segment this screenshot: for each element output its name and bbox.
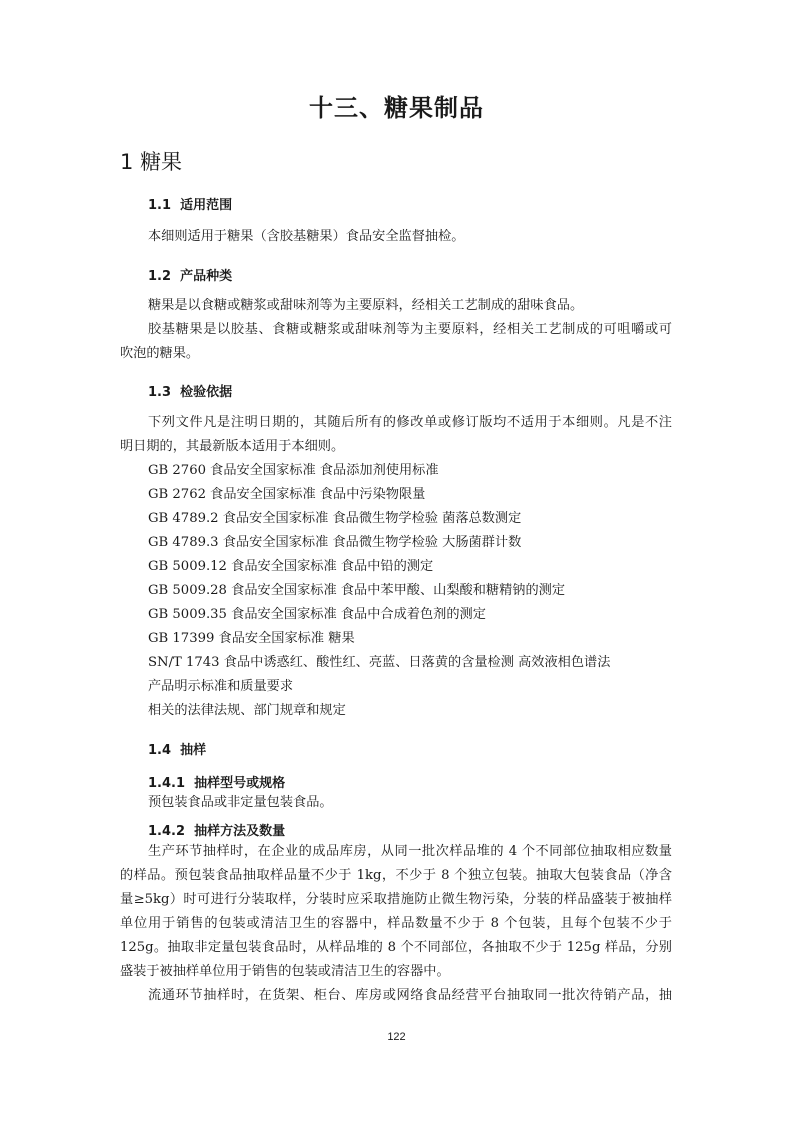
section-number: 1 <box>120 150 134 174</box>
reference-item: GB 4789.2 食品安全国家标准 食品微生物学检验 菌落总数测定 <box>148 511 522 526</box>
reference-item: GB 17399 食品安全国家标准 糖果 <box>148 631 355 646</box>
sample-spec-text: 预包装食品或非定量包装食品。 <box>148 795 333 810</box>
heading-number: 1.4.2 <box>148 824 186 839</box>
reference-item: GB 5009.28 食品安全国家标准 食品中苯甲酸、山梨酸和糖精钠的测定 <box>148 583 566 598</box>
reference-item: GB 2762 食品安全国家标准 食品中污染物限量 <box>148 487 426 502</box>
reference-item: 产品明示标准和质量要求 <box>148 679 294 694</box>
sampling-method-line: 的样品。预包装食品抽取样品量不少于 1kg，不少于 8 个独立包装。抽取大包装食品（净含 <box>120 868 672 883</box>
reference-item: GB 5009.12 食品安全国家标准 食品中铅的测定 <box>148 559 434 574</box>
heading-text: 检验依据 <box>180 385 233 400</box>
page-number: 122 <box>387 1031 406 1043</box>
heading-number: 1.4.1 <box>148 776 186 791</box>
heading-1-3 <box>148 381 232 400</box>
heading-text: 抽样 <box>180 743 207 758</box>
heading-text: 产品种类 <box>180 269 233 284</box>
reference-item: GB 2760 食品安全国家标准 食品添加剂使用标准 <box>148 463 439 478</box>
heading-number: 1.4 <box>148 743 172 758</box>
heading-1-4 <box>148 739 206 758</box>
sampling-method-line: 量≥5kg）时可进行分装取样，分装时应采取措施防止微生物污染，分装的样品盛装于被抽样 <box>120 892 672 907</box>
sampling-method-line: 单位用于销售的包装或清洁卫生的容器中，样品数量不少于 8 个包装，且每个包装不少于 <box>120 916 672 931</box>
basis-intro-line-1: 下列文件凡是注明日期的，其随后所有的修改单或修订版均不适用于本细则。凡是不注 <box>148 415 672 430</box>
heading-1-2 <box>148 265 232 284</box>
heading-number: 1.2 <box>148 269 172 284</box>
heading-1-4-1 <box>148 772 285 791</box>
reference-item: 相关的法律法规、部门规章和规定 <box>148 703 346 718</box>
sampling-method-line: 生产环节抽样时，在企业的成品库房，从同一批次样品堆的 4 个不同部位抽取相应数量 <box>148 844 672 859</box>
section-title <box>120 146 182 176</box>
heading-text: 抽样方法及数量 <box>194 824 286 839</box>
product-type-paragraph-1: 糖果是以食糖或糖浆或甜味剂等为主要原料，经相关工艺制成的甜味食品。 <box>148 298 584 313</box>
reference-item: GB 5009.35 食品安全国家标准 食品中合成着色剂的测定 <box>148 607 486 622</box>
product-type-paragraph-2-line-2: 吹泡的糖果。 <box>120 346 200 361</box>
heading-1-4-2 <box>148 820 285 839</box>
reference-item: SN/T 1743 食品中诱惑红、酸性红、亮蓝、日落黄的含量检测 高效液相色谱法 <box>148 655 611 670</box>
product-type-paragraph-2-line-1: 胶基糖果是以胶基、食糖或糖浆或甜味剂等为主要原料，经相关工艺制成的可咀嚼或可 <box>148 322 672 337</box>
heading-1-1 <box>148 194 232 213</box>
heading-number: 1.1 <box>148 198 172 213</box>
heading-text: 抽样型号或规格 <box>194 776 286 791</box>
basis-intro-line-2: 明日期的，其最新版本适用于本细则。 <box>120 439 345 454</box>
sampling-method-line: 流通环节抽样时，在货架、柜台、库房或网络食品经营平台抽取同一批次待销产品，抽 <box>148 988 672 1003</box>
heading-text: 适用范围 <box>180 198 233 213</box>
chapter-title: 十三、糖果制品 <box>309 94 484 122</box>
section-name: 糖果 <box>140 150 183 174</box>
scope-text: 本细则适用于糖果（含胶基糖果）食品安全监督抽检。 <box>148 229 465 244</box>
heading-number: 1.3 <box>148 385 172 400</box>
sampling-method-line: 125g。抽取非定量包装食品时，从样品堆的 8 个不同部位，各抽取不少于 125g 样品，分别 <box>120 940 672 955</box>
sampling-method-line: 盛装于被抽样单位用于销售的包装或清洁卫生的容器中。 <box>120 964 450 979</box>
reference-item: GB 4789.3 食品安全国家标准 食品微生物学检验 大肠菌群计数 <box>148 535 522 550</box>
